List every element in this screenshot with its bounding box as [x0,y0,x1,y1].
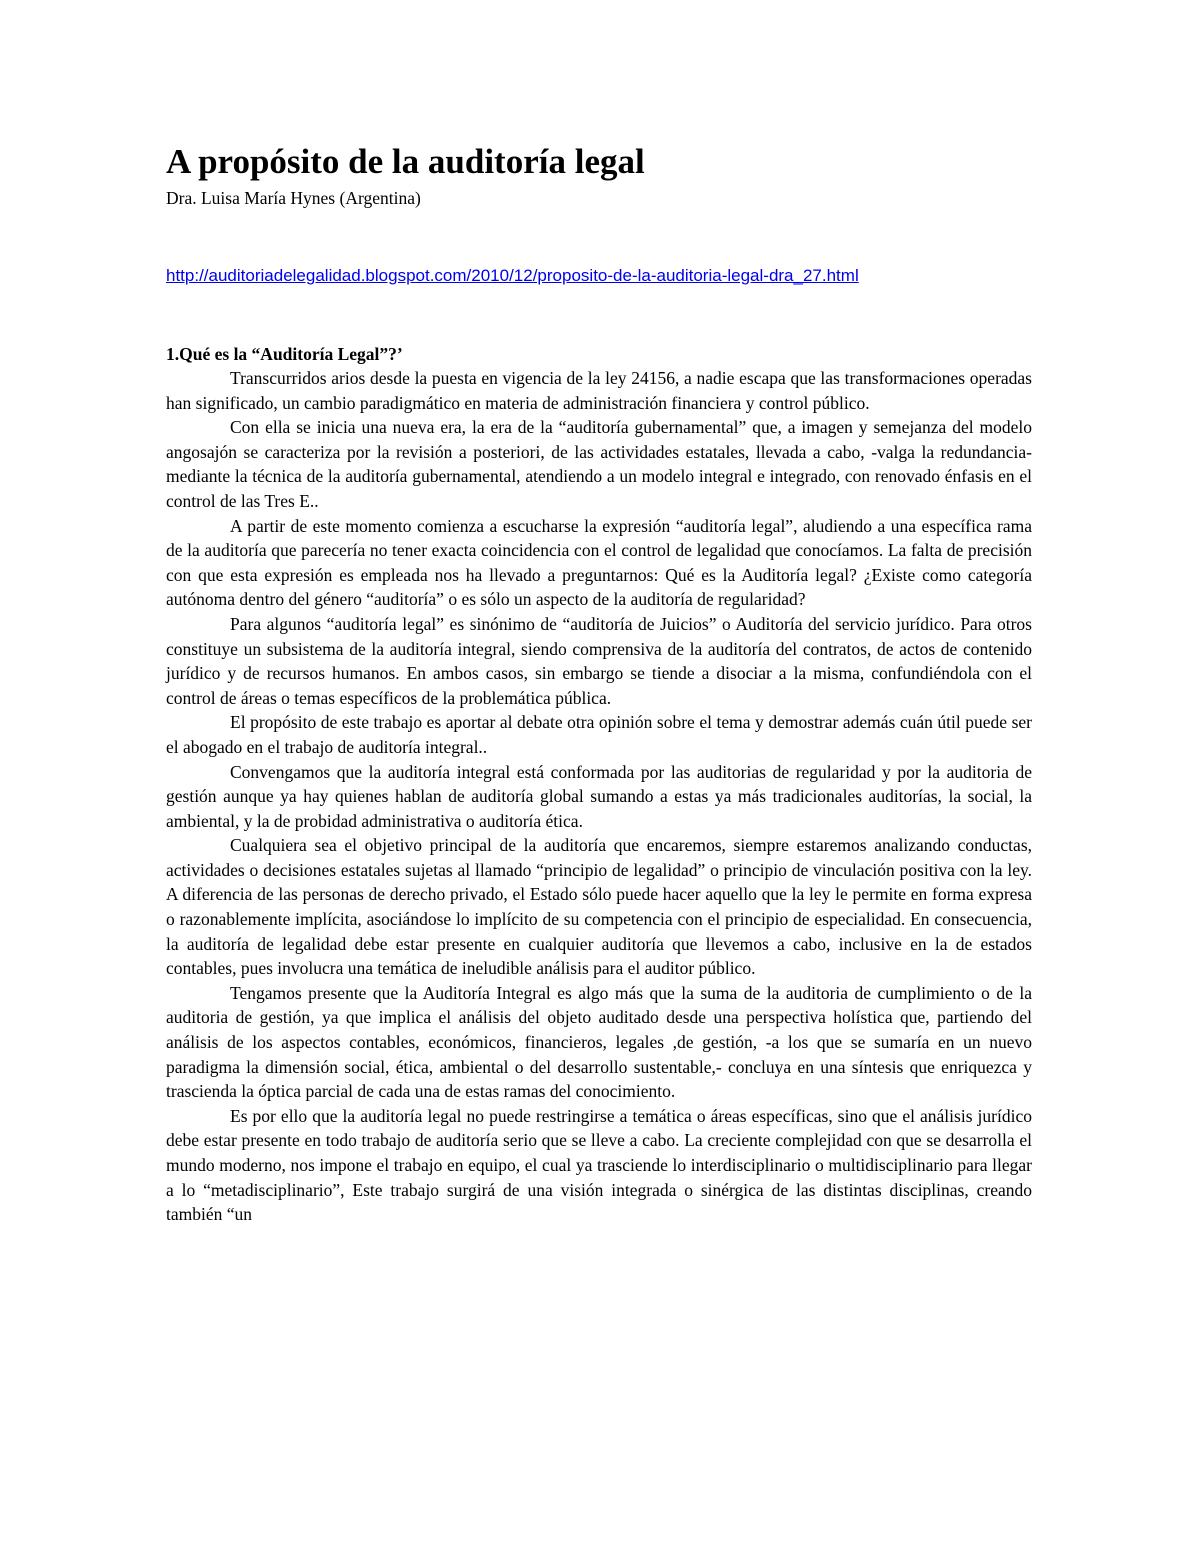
paragraph: El propósito de este trabajo es aportar al debate otra opinión sobre el tema y demostrar además cuán útil puede ser el abogado en el trabajo de auditoría integral.. [166,712,1032,757]
paragraph: Con ella se inicia una nueva era, la era de la “auditoría gubernamental” que, a imagen y semejanza del modelo angosajón se caracteriza por la revisión a posteriori, de las actividades estatales, llevada a cabo, -valga la redundancia- mediante la técnica de la auditoría gubernamental, atendiendo a un modelo integral e integrado, con renovado énfasis en el control de las Tres E.. [166,417,1032,511]
section-heading: 1.Qué es la “Auditoría Legal”?’ [166,344,403,364]
paragraph: Convengamos que la auditoría integral está conformada por las auditorias de regularidad y por la auditoria de gestión aunque ya hay quienes hablan de auditoría global sumando a estas ya más tradicionales auditorías, la social, la ambiental, y la de probidad administrativa o auditoría ética. [166,761,1032,831]
paragraph: A partir de este momento comienza a escucharse la expresión “auditoría legal”, aludiendo a una específica rama de la auditoría que parecería no tener exacta coincidencia con el control de legalidad que conocíamos. La falta de precisión con que esta expresión es empleada nos ha llevado a preguntarnos: Qué es la Auditoría legal? ¿Existe como categoría autónoma dentro del género “auditoría” o es sólo un aspecto de la auditoría de regularidad? [166,515,1032,610]
paragraph: Cualquiera sea el objetivo principal de la auditoría que encaremos, siempre estaremos analizando conductas, actividades o decisiones estatales sujetas al llamado “principio de legalidad” o principio de vinculación positiva con la ley. A diferencia de las personas de derecho privado, el Estado sólo puede hacer aquello que la ley le permite en forma expresa o razonablemente implícita, asociándose lo implícito de su competencia con el principio de especialidad. En consecuencia, la auditoría de legalidad debe estar presente en cualquier auditoría que llevemos a cabo, inclusive en la de estados contables, pues involucra una temática de ineludible análisis para el auditor público. [166,835,1032,979]
document-page [166,138,1032,1227]
paragraph: Tengamos presente que la Auditoría Integral es algo más que la suma de la auditoria de cumplimiento o de la auditoria de gestión, ya que implica el análisis del objeto auditado desde una perspectiva holística que, partiendo del análisis de los aspectos contables, económicos, financieros, legales ,de gestión, -a los que se sumaría en un nuevo paradigma la dimensión social, ética, ambiental o del desarrollo sustentable,- concluya en una síntesis que enriquezca y trascienda la óptica parcial de cada una de estas ramas del conocimiento. [166,982,1032,1102]
document-author: Dra. Luisa María Hynes (Argentina) [166,188,421,208]
document-title: A propósito de la auditoría legal [166,142,645,181]
paragraph: Para algunos “auditoría legal” es sinónimo de “auditoría de Juicios” o Auditoría del servicio jurídico. Para otros constituye un subsistema de la auditoría integral, siendo comprensiva de la auditoría del contratos, de actos de contenido jurídico y de recursos humanos. En ambos casos, sin embargo se tiende a disociar a la misma, confundiéndola con el control de áreas o temas específicos de la problemática pública. [166,613,1032,708]
source-link-block [166,264,1032,288]
source-link[interactable]: http://auditoriadelegalidad.blogspot.com/2010/12/proposito-de-la-auditoria-legal-dra_27.html [166,266,859,285]
paragraph: Es por ello que la auditoría legal no puede restringirse a temática o áreas específicas, sino que el análisis jurídico debe estar presente en todo trabajo de auditoría serio que se lleve a cabo. La creciente complejidad con que se desarrolla el mundo moderno, nos impone el trabajo en equipo, el cual ya trasciende lo interdisciplinario o multidisciplinario para llegar a lo “metadisciplinario”, Este trabajo surgirá de una visión integrada o sinérgica de las distintas disciplinas, creando también “un [166,1105,1032,1225]
body-text [166,366,1032,1227]
paragraph: Transcurridos arios desde la puesta en vigencia de la ley 24156, a nadie escapa que las transformaciones operadas han significado, un cambio paradigmático en materia de administración financiera y control público. [166,368,1032,413]
